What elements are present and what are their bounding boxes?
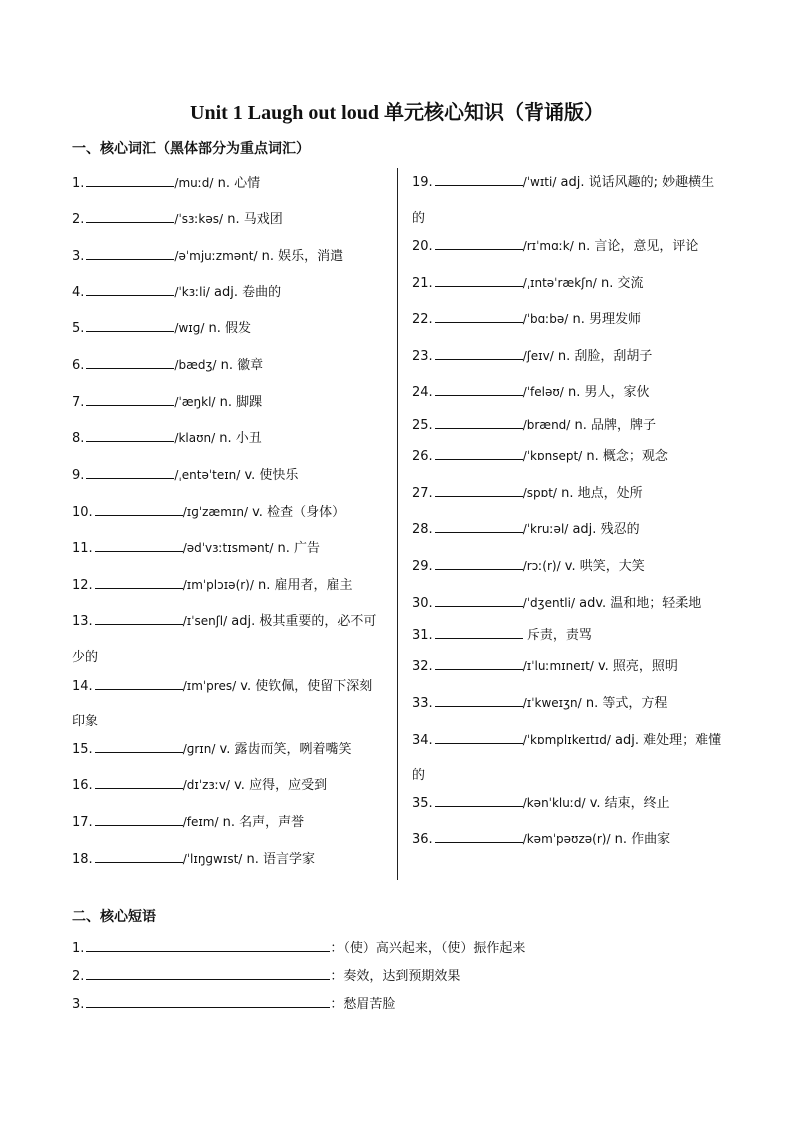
item-number: 9. <box>72 468 85 483</box>
meaning: v. 哄笑，大笑 <box>564 559 645 574</box>
item-number: 19. <box>412 175 433 190</box>
vocab-item <box>412 417 656 433</box>
meaning: adj. 卷曲的 <box>213 285 282 300</box>
phonetic: /spɒt/ <box>522 486 557 500</box>
meaning-continuation: 的 <box>412 768 426 783</box>
item-number: 7. <box>72 395 85 410</box>
meaning: n. 概念；观念 <box>586 449 668 464</box>
vocab-item <box>72 394 262 410</box>
vocab-item <box>72 613 376 629</box>
item-number: 35. <box>412 796 433 811</box>
item-number: 8. <box>72 431 85 446</box>
phonetic: /muːd/ <box>174 176 214 190</box>
answer-blank[interactable] <box>435 695 523 707</box>
answer-blank[interactable] <box>435 658 523 670</box>
meaning: v. 检查（身体） <box>252 505 346 520</box>
item-number: 1. <box>72 941 85 956</box>
section-phrases-heading: 二、核心短语 <box>72 909 156 925</box>
vocab-item <box>72 430 262 446</box>
phonetic: /ˈbɑːbə/ <box>522 312 569 326</box>
meaning: n. 语言学家 <box>246 852 315 867</box>
answer-blank[interactable] <box>435 595 523 607</box>
vocab-item <box>72 577 353 593</box>
vocab-item <box>72 540 320 556</box>
answer-blank[interactable] <box>435 448 523 460</box>
answer-blank[interactable] <box>435 558 523 570</box>
vocab-item <box>412 595 701 611</box>
vocab-item <box>72 678 372 694</box>
meaning: n. 男人，家伙 <box>567 385 650 400</box>
answer-blank[interactable] <box>86 394 174 406</box>
phonetic: /bædʒ/ <box>174 358 217 372</box>
meaning: adj. 极其重要的，必不可 <box>231 614 377 629</box>
phonetic: /ˈkɒnsept/ <box>522 449 583 463</box>
phonetic: /əˈmjuːzmənt/ <box>174 249 258 263</box>
meaning: n. 徽章 <box>220 358 264 373</box>
answer-blank[interactable] <box>86 284 174 296</box>
phonetic: /ˈfeləʊ/ <box>522 385 564 399</box>
vocab-item <box>412 348 652 364</box>
item-number: 2. <box>72 969 85 984</box>
meaning: 斥责，责骂 <box>526 628 592 643</box>
meaning: n. 男理发师 <box>572 312 642 327</box>
meaning: adj. 说话风趣的; 妙趣横生 <box>560 175 715 190</box>
vocab-item <box>72 211 283 227</box>
answer-blank[interactable] <box>95 777 183 789</box>
answer-blank[interactable] <box>95 814 183 826</box>
item-number: 22. <box>412 312 433 327</box>
meaning: adj. 难处理；难懂 <box>615 733 722 748</box>
item-number: 34. <box>412 733 433 748</box>
answer-blank[interactable] <box>435 831 523 843</box>
item-number: 28. <box>412 522 433 537</box>
phonetic: /ɪmˈpres/ <box>182 679 237 693</box>
phonetic: /ɪˈsenʃl/ <box>182 614 228 628</box>
answer-blank[interactable] <box>435 275 523 287</box>
meaning: n. 等式，方程 <box>585 696 668 711</box>
answer-blank[interactable] <box>86 968 330 980</box>
phonetic: /ˈæŋkl/ <box>174 395 216 409</box>
vocab-item <box>72 851 315 867</box>
item-number: 25. <box>412 418 433 433</box>
meaning: n. 心情 <box>217 176 261 191</box>
phrase-item <box>72 937 525 956</box>
vocab-item <box>412 448 668 464</box>
answer-blank[interactable] <box>95 851 183 863</box>
vocab-item <box>72 248 343 264</box>
phrase-item <box>72 965 460 984</box>
item-number: 3. <box>72 249 85 264</box>
item-number: 24. <box>412 385 433 400</box>
vocab-item <box>412 275 643 291</box>
phonetic: /ˈkɜːli/ <box>174 285 210 299</box>
vocab-item <box>412 174 714 190</box>
item-number: 16. <box>72 778 93 793</box>
meaning: n. 交流 <box>600 276 644 291</box>
item-number: 32. <box>412 659 433 674</box>
item-number: 5. <box>72 321 85 336</box>
vocab-item <box>412 627 592 643</box>
item-number: 17. <box>72 815 93 830</box>
phonetic: /ʃeɪv/ <box>522 349 554 363</box>
phonetic: /ˈsɜːkəs/ <box>174 212 224 226</box>
vocab-item <box>412 311 641 327</box>
phonetic: /ɪɡˈzæmɪn/ <box>182 505 248 519</box>
answer-blank[interactable] <box>95 577 183 589</box>
answer-blank[interactable] <box>435 521 523 533</box>
phonetic: /rɪˈmɑːk/ <box>522 239 574 253</box>
vocab-item <box>72 814 304 830</box>
meaning: n. 广告 <box>277 541 321 556</box>
item-number: 26. <box>412 449 433 464</box>
meaning: n. 雇用者，雇主 <box>258 578 353 593</box>
vocab-item <box>412 485 643 501</box>
item-number: 36. <box>412 832 433 847</box>
meaning: n. 地点，处所 <box>561 486 643 501</box>
item-number: 30. <box>412 596 433 611</box>
meaning: n. 小丑 <box>219 431 262 446</box>
phonetic: /ˈwɪti/ <box>522 175 557 189</box>
vocab-item <box>72 467 298 483</box>
vocab-item <box>412 558 645 574</box>
phonetic: /wɪɡ/ <box>174 321 205 335</box>
vocab-item <box>72 504 345 520</box>
phonetic: /kənˈkluːd/ <box>522 796 586 810</box>
phonetic: /feɪm/ <box>182 815 219 829</box>
page-title: Unit 1 Laugh out loud 单元核心知识（背诵版） <box>190 102 604 124</box>
item-number: 20. <box>412 239 433 254</box>
item-number: 10. <box>72 505 93 520</box>
answer-blank[interactable] <box>86 248 174 260</box>
answer-blank[interactable] <box>95 504 183 516</box>
item-number: 21. <box>412 276 433 291</box>
meaning: ：奏效，达到预期效果 <box>330 969 461 984</box>
meaning: n. 言论，意见，评论 <box>577 239 699 254</box>
answer-blank[interactable] <box>435 417 523 429</box>
meaning: v. 使快乐 <box>244 468 299 483</box>
answer-blank[interactable] <box>435 795 523 807</box>
item-number: 18. <box>72 852 93 867</box>
phonetic: /ɡrɪn/ <box>182 742 216 756</box>
answer-blank[interactable] <box>435 348 523 360</box>
meaning: n. 品牌，牌子 <box>574 418 656 433</box>
answer-blank[interactable] <box>95 678 183 690</box>
answer-blank[interactable] <box>86 940 330 952</box>
meaning: n. 假发 <box>208 321 252 336</box>
item-number: 33. <box>412 696 433 711</box>
answer-blank[interactable] <box>95 613 183 625</box>
vocab-item <box>412 658 678 674</box>
answer-blank[interactable] <box>86 430 174 442</box>
answer-blank[interactable] <box>86 175 174 187</box>
item-number: 1. <box>72 176 85 191</box>
answer-blank[interactable] <box>86 320 174 332</box>
vocab-item <box>412 795 670 811</box>
phonetic: /ədˈvɜːtɪsmənt/ <box>182 541 274 555</box>
phonetic: /ˌɪntəˈrækʃn/ <box>522 276 597 290</box>
answer-blank[interactable] <box>86 996 330 1008</box>
phonetic: /ˈdʒentli/ <box>522 596 575 610</box>
item-number: 3. <box>72 997 85 1012</box>
answer-blank[interactable] <box>435 311 523 323</box>
column-divider <box>397 168 398 880</box>
meaning: adj. 残忍的 <box>572 522 640 537</box>
phonetic: /ˈkruːəl/ <box>522 522 569 536</box>
item-number: 14. <box>72 679 93 694</box>
meaning: ：（使）高兴起来，（使）振作起来 <box>330 941 526 956</box>
vocab-item <box>72 741 351 757</box>
meaning: v. 照亮，照明 <box>597 659 678 674</box>
phonetic: /klaʊn/ <box>174 431 216 445</box>
answer-blank[interactable] <box>86 357 174 369</box>
meaning: adv. 温和地；轻柔地 <box>579 596 702 611</box>
answer-blank[interactable] <box>435 238 523 250</box>
item-number: 4. <box>72 285 85 300</box>
vocab-item <box>72 284 281 300</box>
phonetic: /rɔː(r)/ <box>522 559 561 573</box>
meaning: n. 马戏团 <box>227 212 283 227</box>
vocab-item <box>412 695 667 711</box>
answer-blank[interactable] <box>95 741 183 753</box>
item-number: 12. <box>72 578 93 593</box>
phonetic: /brænd/ <box>522 418 571 432</box>
item-number: 6. <box>72 358 85 373</box>
answer-blank[interactable] <box>86 467 174 479</box>
phonetic: /ˈlɪŋɡwɪst/ <box>182 852 243 866</box>
answer-blank[interactable] <box>86 211 174 223</box>
meaning: n. 名声，声誉 <box>222 815 305 830</box>
vocab-item <box>412 238 698 254</box>
meaning: ：愁眉苦脸 <box>330 997 396 1012</box>
answer-blank[interactable] <box>435 732 523 744</box>
item-number: 23. <box>412 349 433 364</box>
vocab-item <box>412 521 640 537</box>
phonetic: /ɪˈkweɪʒn/ <box>522 696 582 710</box>
meaning: v. 结束，终止 <box>589 796 670 811</box>
item-number: 15. <box>72 742 93 757</box>
answer-blank[interactable] <box>435 485 523 497</box>
phonetic: /ˈkɒmplɪkeɪtɪd/ <box>522 733 611 747</box>
meaning: n. 娱乐，消遣 <box>261 249 344 264</box>
item-number: 31. <box>412 628 433 643</box>
meaning-continuation: 少的 <box>72 650 99 665</box>
meaning: n. 刮脸，刮胡子 <box>557 349 653 364</box>
phonetic: /ɪmˈplɔɪə(r)/ <box>182 578 254 592</box>
meaning: n. 作曲家 <box>614 832 671 847</box>
vocab-item <box>412 732 721 748</box>
meaning: v. 应得，应受到 <box>234 778 328 793</box>
answer-blank[interactable] <box>435 384 523 396</box>
meaning: v. 使钦佩，使留下深刻 <box>240 679 373 694</box>
phonetic: /dɪˈzɜːv/ <box>182 778 230 792</box>
item-number: 2. <box>72 212 85 227</box>
item-number: 13. <box>72 614 93 629</box>
item-number: 11. <box>72 541 93 556</box>
answer-blank[interactable] <box>95 540 183 552</box>
meaning-continuation: 印象 <box>72 714 99 729</box>
vocab-item <box>412 831 670 847</box>
meaning: v. 露齿而笑，咧着嘴笑 <box>219 742 352 757</box>
answer-blank[interactable] <box>435 174 523 186</box>
vocab-item <box>72 777 327 793</box>
phonetic: /ˌentəˈteɪn/ <box>174 468 241 482</box>
section-vocabulary-heading: 一、核心词汇（黑体部分为重点词汇） <box>72 141 310 157</box>
item-number: 29. <box>412 559 433 574</box>
vocab-item <box>72 320 251 336</box>
item-number: 27. <box>412 486 433 501</box>
vocab-item <box>72 175 260 191</box>
phrase-item <box>72 993 395 1012</box>
phonetic: /ɪˈluːmɪneɪt/ <box>522 659 594 673</box>
phonetic: /kəmˈpəʊzə(r)/ <box>522 832 611 846</box>
meaning-continuation: 的 <box>412 211 426 226</box>
meaning: n. 脚踝 <box>219 395 263 410</box>
answer-blank[interactable] <box>435 627 523 639</box>
vocab-item <box>412 384 649 400</box>
vocab-item <box>72 357 263 373</box>
